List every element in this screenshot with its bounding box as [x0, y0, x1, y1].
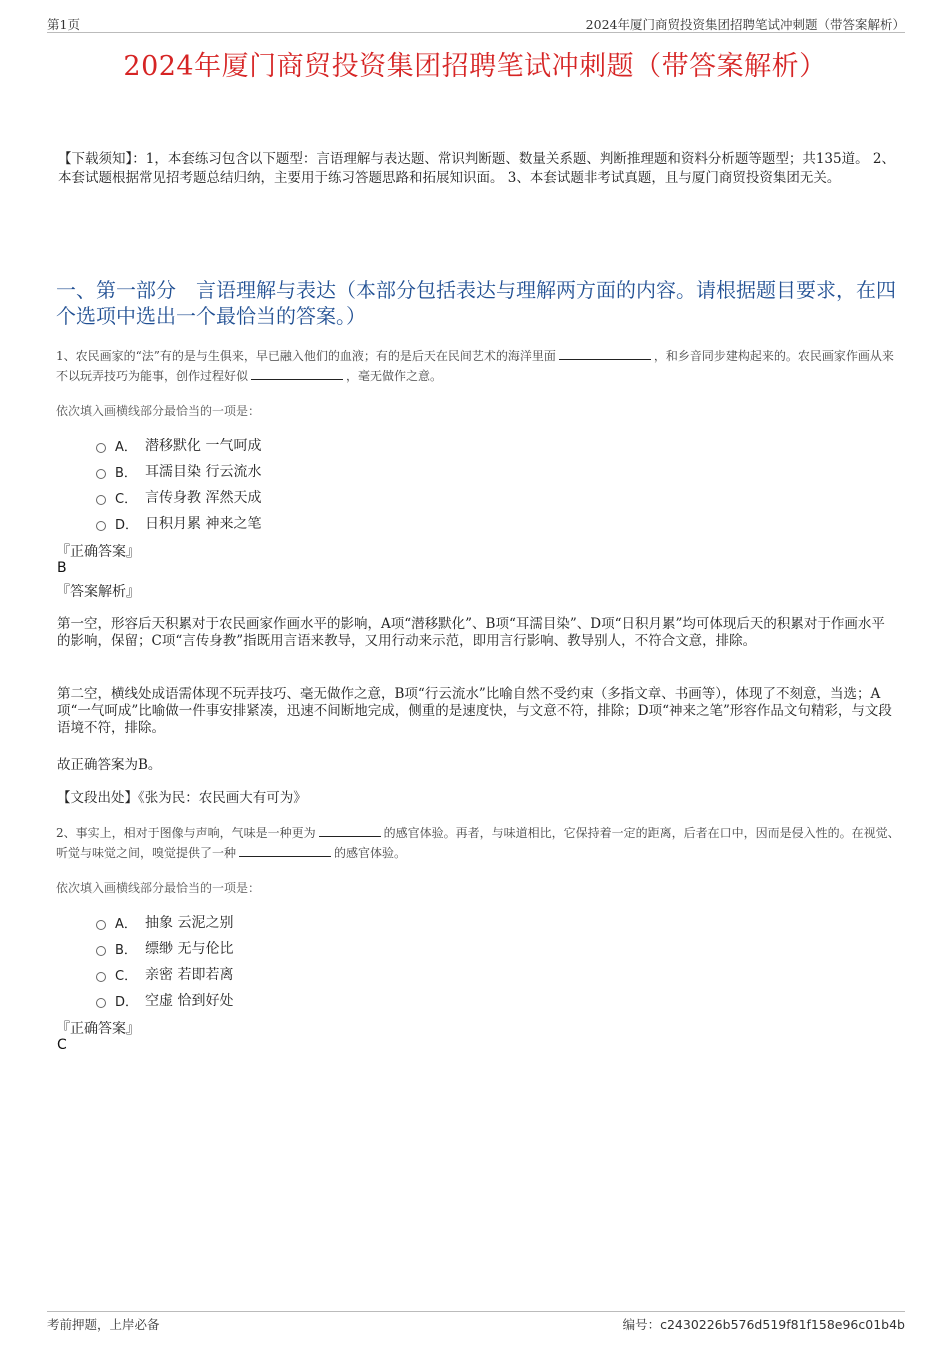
page-header: [47, 14, 905, 33]
option-b[interactable]: [96, 458, 261, 484]
option-c[interactable]: [96, 961, 233, 987]
correct-answer: B: [57, 560, 67, 576]
fill-blank: [251, 366, 343, 380]
question-1-options: [96, 432, 261, 536]
analysis-conclusion: 故正确答案为B。: [57, 757, 162, 773]
correct-answer-label: 『正确答案』: [56, 1021, 140, 1037]
question-2-stem: [56, 823, 902, 863]
footer-code-value: c2430226b576d519f81f158e96c01b4b: [660, 1317, 905, 1332]
correct-answer: C: [57, 1037, 67, 1053]
footer-code: [623, 1315, 905, 1333]
question-1-text-b: ，和乡音同步建构起来的。农民画家作画从来不以玩弄技巧为能事，创作过程好似: [56, 349, 894, 383]
analysis-paragraph-2: 第二空，横线处成语需体现不玩弄技巧、毫无做作之意，B项“行云流水”比喻自然不受约束（多指文章、书画等），体现了不刻意，当选；A项“一气呵成”比喻做一件事安排紧凑，迅速不间断地完成，侧重的是速度快，与文意不符，排除；D项“神来之笔”形容作品文句精彩，与文段语境不符，排除。: [57, 686, 892, 736]
radio-icon[interactable]: [96, 495, 106, 505]
fill-blank: [319, 823, 381, 837]
option-text: 潜移默化 一气呵成: [145, 438, 262, 454]
question-1-text-c: ，毫无做作之意。: [346, 369, 443, 383]
option-letter: A．: [115, 916, 137, 932]
analysis-label: 『答案解析』: [56, 584, 140, 600]
option-a[interactable]: [96, 909, 233, 935]
question-2-text-c: 的感官体验。: [334, 846, 407, 860]
radio-icon[interactable]: [96, 521, 106, 531]
question-2-options: [96, 909, 233, 1013]
option-letter: D．: [115, 994, 139, 1010]
option-text: 日积月累 神来之笔: [145, 516, 262, 532]
radio-icon[interactable]: [96, 998, 106, 1008]
option-letter: B．: [115, 465, 137, 481]
radio-icon[interactable]: [96, 469, 106, 479]
option-letter: B．: [115, 942, 137, 958]
option-text: 空虚 恰到好处: [145, 993, 234, 1009]
fill-blank: [559, 346, 651, 360]
radio-icon[interactable]: [96, 946, 106, 956]
correct-answer-label: 『正确答案』: [56, 544, 140, 560]
question-1-stem: [56, 346, 902, 386]
analysis-paragraph-1: 第一空，形容后天积累对于农民画家作画水平的影响，A项“潜移默化”、B项“耳濡目染”、D项“日积月累”均可体现后天的积累对于作画水平的影响，保留；C项“言传身教”指既用言语来教导，又用行动来示范，即用言行影响、教导别人，不符合文意，排除。: [57, 616, 885, 649]
section-heading: 一、第一部分 言语理解与表达（本部分包括表达与理解两方面的内容。请根据题目要求，在四个选项中选出一个最恰当的答案。）: [56, 278, 896, 328]
option-text: 耳濡目染 行云流水: [145, 464, 262, 480]
download-notice: 【下载须知】：1，本套练习包含以下题型：言语理解与表达题、常识判断题、数量关系题、判断推理题和资料分析题等题型；共135道。 2、本套试题根据常见招考题总结归纳，主要用于练习答题思路和拓展知识面。 3、本套试题非考试真题，且与厦门商贸投资集团无关。: [58, 151, 895, 186]
radio-icon[interactable]: [96, 972, 106, 982]
option-letter: D．: [115, 517, 139, 533]
header-doc-title: 2024年厦门商贸投资集团招聘笔试冲刺题（带答案解析）: [585, 17, 905, 32]
text-source: 【文段出处】《张为民：农民画大有可为》: [57, 790, 307, 806]
option-letter: A．: [115, 439, 137, 455]
question-2-prompt: 依次填入画横线部分最恰当的一项是：: [56, 881, 261, 895]
option-letter: C．: [115, 491, 138, 507]
option-text: 亲密 若即若离: [145, 967, 234, 983]
page-footer: [47, 1311, 905, 1332]
question-1-prompt: 依次填入画横线部分最恰当的一项是：: [56, 404, 261, 418]
option-b[interactable]: [96, 935, 233, 961]
radio-icon[interactable]: [96, 443, 106, 453]
option-d[interactable]: [96, 987, 233, 1013]
page-title: 2024年厦门商贸投资集团招聘笔试冲刺题（带答案解析）: [123, 51, 827, 82]
question-2-text-a: 2、事实上，相对于图像与声响，气味是一种更为: [56, 826, 316, 840]
option-letter: C．: [115, 968, 138, 984]
page-number: 第1页: [47, 17, 80, 32]
footer-code-label: 编号：: [622, 1317, 661, 1332]
option-text: 缥缈 无与伦比: [145, 941, 234, 957]
option-text: 言传身教 浑然天成: [145, 490, 262, 506]
question-2-text-b: 的感官体验。再者，与味道相比，它保持着一定的距离，后者在口中，因而是侵入性的。在视觉、听觉与味觉之间，嗅觉提供了一种: [56, 826, 900, 860]
option-d[interactable]: [96, 510, 261, 536]
footer-slogan: 考前押题，上岸必备: [47, 1317, 160, 1332]
radio-icon[interactable]: [96, 920, 106, 930]
option-text: 抽象 云泥之别: [145, 915, 234, 931]
question-1-text-a: 1、农民画家的“法”有的是与生俱来，早已融入他们的血液；有的是后天在民间艺术的海洋里面: [56, 349, 556, 363]
fill-blank: [239, 843, 331, 857]
option-a[interactable]: [96, 432, 261, 458]
option-c[interactable]: [96, 484, 261, 510]
